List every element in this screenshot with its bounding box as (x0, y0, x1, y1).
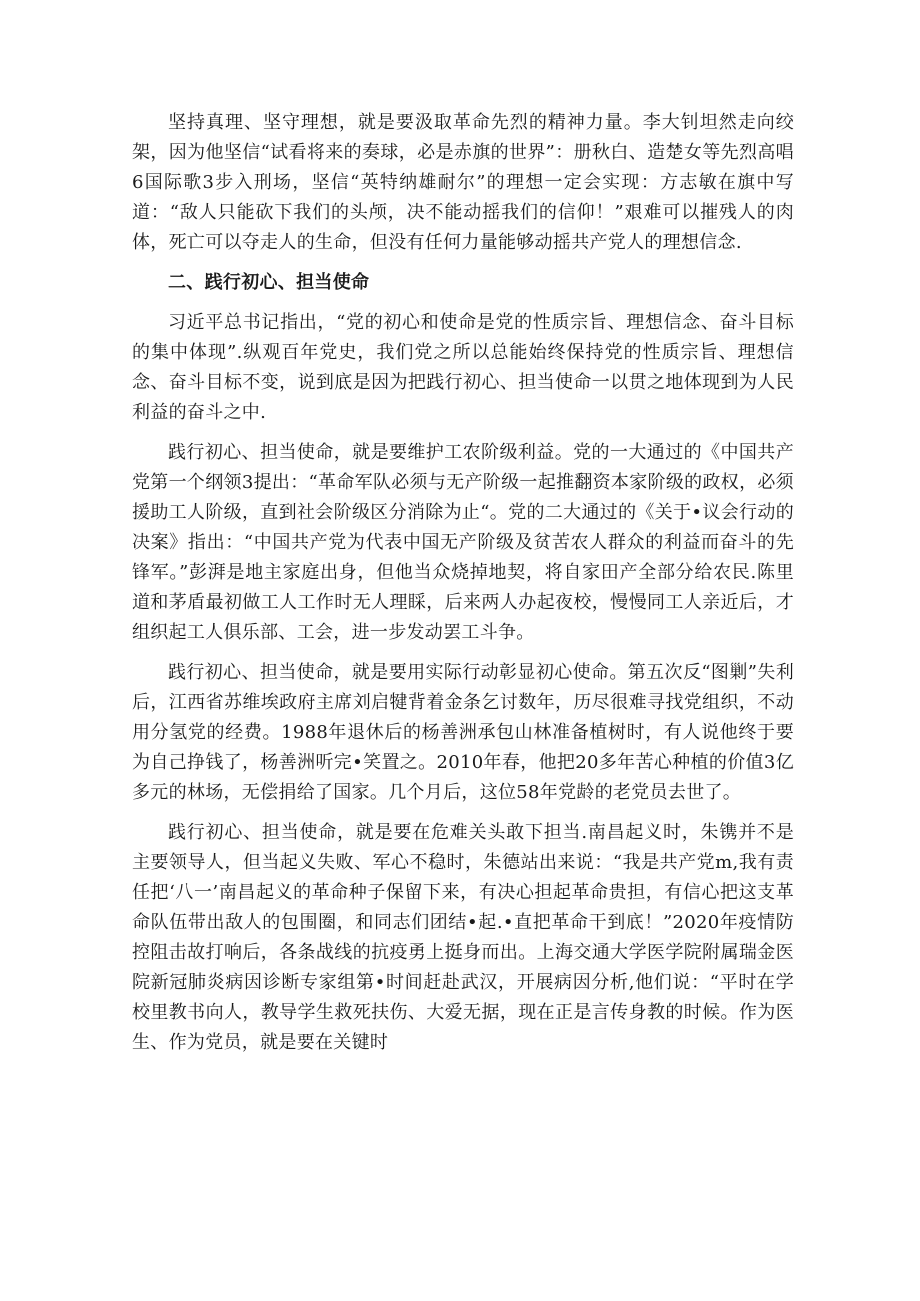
document-body (132, 108, 794, 1068)
paragraph-initial-mission: 习近平总书记指出，“党的初心和使命是党的性质宗旨、理想信念、奋斗目标的集中体现”.纵观百年党史，我们党之所以总能始终保持党的性质宗旨、理想信念、奋斗目标不变，说到底是因为把践行初心、担当使命一以贯之地体现到为人民利益的奋斗之中. (132, 312, 794, 423)
section-heading-2: 二、践行初心、担当使命 (168, 272, 370, 293)
paragraph-crisis-responsibility: 践行初心、担当使命，就是要在危难关头敢下担当.南昌起义时，朱镌并不是主要领导人，但当起义失败、军心不稳时，朱德站出来说：“我是共产党m,我有责任把‘八一’南昌起义的革命种子保留下来，有决心担起革命贵担，有信心把这支革命队伍带出敌人的包围圈，和同志们团结•起.•直把革命干到底！”2020年疫情防控阻击故打响后，各条战线的抗疫勇上挺身而出。上海交通大学医学院附属瑞金医院新冠肺炎病因诊断专家组第•时间赶赴武汉，开展病因分析,他们说：“平时在学校里教书向人，教导学生救死扶伤、大爱无据，现在正是言传身教的时候。作为医生、作为党员，就是要在关键时 (132, 822, 794, 1053)
paragraph-worker-peasant-interests: 践行初心、担当使命，就是要维护工农阶级利益。党的一大通过的《中国共产党第一个纲领3提出：“革命军队必须与无产阶级一起推翻资本家阶级的政权，必须援助工人阶级，直到社会阶级区分消除为止“。党的二大通过的《关于•议会行动的决案》指出：“中国共产党为代表中国无产阶级及贫苦农人群众的利益而奋斗的先锋军。”彭湃是地主家庭出身，但他当众烧掉地契，将自家田产全部分给农民.陈里道和茅盾最初做工人工作时无人理睬，后来两人办起夜校，慢慢同工人亲近后，才组织起工人俱乐部、工会，进一步发动罢工斗争。 (132, 442, 794, 643)
paragraph-ideals: 坚持真理、坚守理想，就是要汲取革命先烈的精神力量。李大钊坦然走向绞架，因为他坚信“试看将来的奏球，必是赤旗的世界”：册秋白、造楚女等先烈高唱6国际歌3步入刑场，坚信“英特纳雄耐尔”的理想一定会实现：方志敏在旗中写道：“敌人只能砍下我们的头颅，决不能动摇我们的信仰！”艰难可以摧残人的肉体，死亡可以夺走人的生命，但没有任何力量能够动摇共产党人的理想信念. (132, 112, 794, 253)
paragraph-practical-action: 践行初心、担当使命，就是要用实际行动彰显初心使命。第五次反“图剿”失利后，江西省苏维埃政府主席刘启犍背着金条乞讨数年，历尽很难寻找党组织，不动用分氢党的经费。1988年退休后的杨善洲承包山林准备植树时，有人说他终于要为自己挣钱了，杨善洲听完•笑置之。2010年春，他把20多年苦心种植的价值3亿多元的林场，无偿捐给了国家。几个月后，这位58年党龄的老党员去世了。 (132, 662, 794, 803)
